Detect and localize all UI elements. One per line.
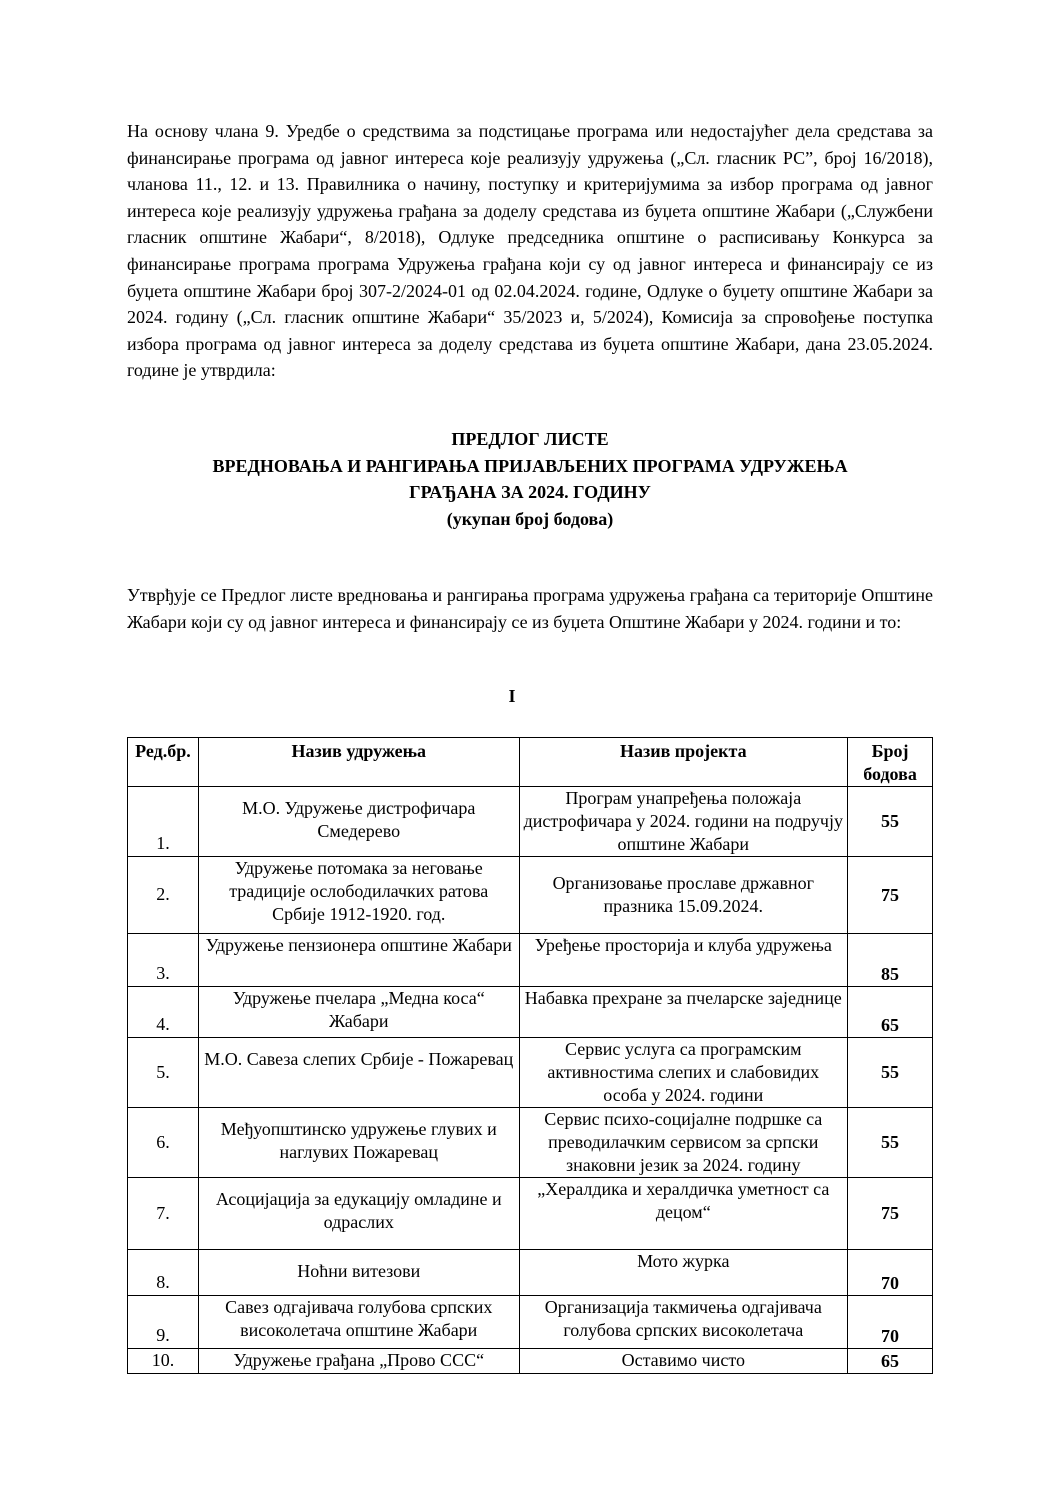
row-number: 9. [128,1296,199,1349]
row-points: 55 [848,1108,933,1178]
header-points: Број бодова [848,738,933,787]
row-project: Оставимо чисто [519,1349,848,1374]
table-row [128,1038,933,1108]
row-project: Сервис психо-социјалне подршке са преводилачким сервисом за српски знаковни језик за 2024. годину [519,1108,848,1178]
row-points: 55 [848,1038,933,1108]
table-row [128,1178,933,1250]
table-row [128,1108,933,1178]
row-association: Савез одгајивача голубова српских високолетача општине Жабари [198,1296,519,1349]
table-row [128,934,933,987]
row-number: 10. [128,1349,199,1374]
row-points: 85 [848,934,933,987]
row-association: М.О. Савеза слепих Србије - Пожаревац [198,1038,519,1108]
row-points: 65 [848,987,933,1038]
row-number: 8. [128,1250,199,1296]
title-line-3: ГРАЂАНА ЗА 2024. ГОДИНУ [409,482,651,503]
header-number: Ред.бр. [128,738,199,787]
row-number: 4. [128,987,199,1038]
row-association: М.О. Удружење дистрофичара Смедерево [198,787,519,857]
row-points: 70 [848,1296,933,1349]
table-row [128,1250,933,1296]
title-line-1: ПРЕДЛОГ ЛИСТЕ [451,429,609,449]
row-number: 7. [128,1178,199,1250]
row-association: Удружење пчелара „Медна коса“ Жабари [198,987,519,1038]
header-association: Назив удружења [198,738,519,787]
title-subtitle: (укупан број бодова) [446,508,614,529]
row-points: 55 [848,787,933,857]
row-number: 5. [128,1038,199,1108]
row-points: 75 [848,1178,933,1250]
row-project: Мото журка [519,1250,848,1296]
row-project: Организација такмичења одгајивача голубова српских високолетача [519,1296,848,1349]
intro-paragraph: На основу члана 9. Уредбе о средствима за подстицање програма или недостајућег дела средстава за финансирање програма од јавног интереса које реализују удружења („Сл. гласник РС”, број 16/2018), чланова 11., 12. и 13. Правилника о начину, поступку и критеријумима за избор програма од јавног интереса које реализују удружења грађана за доделу средстава из буџета општине Жабари („Службени гласник општине Жабари“, 8/2018), Одлуке председника општине о расписивању Конкурса за финансирање програма програма Удружења грађана који су од јавног интереса и финансирају се из буџета општине Жабари број 307-2/2024-01 од 02.04.2024. године, Одлуке о буџету општине Жабари за 2024. годину („Сл. гласник општине Жабари“ 35/2023 и, 5/2024), Комисија за спровођење поступка избора програма од јавног интереса за доделу средстава из буџета општине Жабари, дана 23.05.2024. године је утврдила: [127,121,933,381]
document-title [127,426,933,532]
row-association: Асоцијација за едукацију омладине и одраслих [198,1178,519,1250]
table-header-row [128,738,933,787]
table-row [128,987,933,1038]
row-project: Сервис услуга са програмским активностима слепих и слабовидих особа у 2024. години [519,1038,848,1108]
row-association: Удружење грађана „Прово ССС“ [198,1349,519,1374]
row-project: Програм унапређења положаја дистрофичара у 2024. години на подручју општине Жабари [519,787,848,857]
lead-paragraph: Утврђује се Предлог листе вредновања и рангирања програма удружења грађана са територије Општине Жабари који су од јавног интереса и финансирају се из буџета Општине Жабари у 2024. години и то: [127,585,933,632]
table-row [128,1349,933,1374]
row-association: Удружење потомака за неговање традиције ослободилачких ратова Србије 1912-1920. год. [198,857,519,934]
row-project: Набавка прехране за пчеларске заједнице [519,987,848,1038]
row-project: Уређење просторија и клуба удружења [519,934,848,987]
row-number: 1. [128,787,199,857]
row-association: Ноћни витезови [198,1250,519,1296]
row-project: Организовање прославе државног празника 15.09.2024. [519,857,848,934]
table-row [128,1296,933,1349]
row-number: 2. [128,857,199,934]
title-line-2: ВРЕДНОВАЊА И РАНГИРАЊА ПРИЈАВЉЕНИХ ПРОГРАМА УДРУЖЕЊА [212,455,848,476]
row-number: 6. [128,1108,199,1178]
row-points: 65 [848,1349,933,1374]
row-association: Удружење пензионера општине Жабари [198,934,519,987]
ranking-table [127,737,933,1374]
table-row [128,787,933,857]
row-points: 70 [848,1250,933,1296]
row-project: „Хералдика и хералдичка уметност са децом“ [519,1178,848,1250]
table-row [128,857,933,934]
row-points: 75 [848,857,933,934]
section-number: I [508,686,516,706]
header-project: Назив пројекта [519,738,848,787]
row-association: Међуопштинско удружење глувих и наглувих Пожаревац [198,1108,519,1178]
row-number: 3. [128,934,199,987]
